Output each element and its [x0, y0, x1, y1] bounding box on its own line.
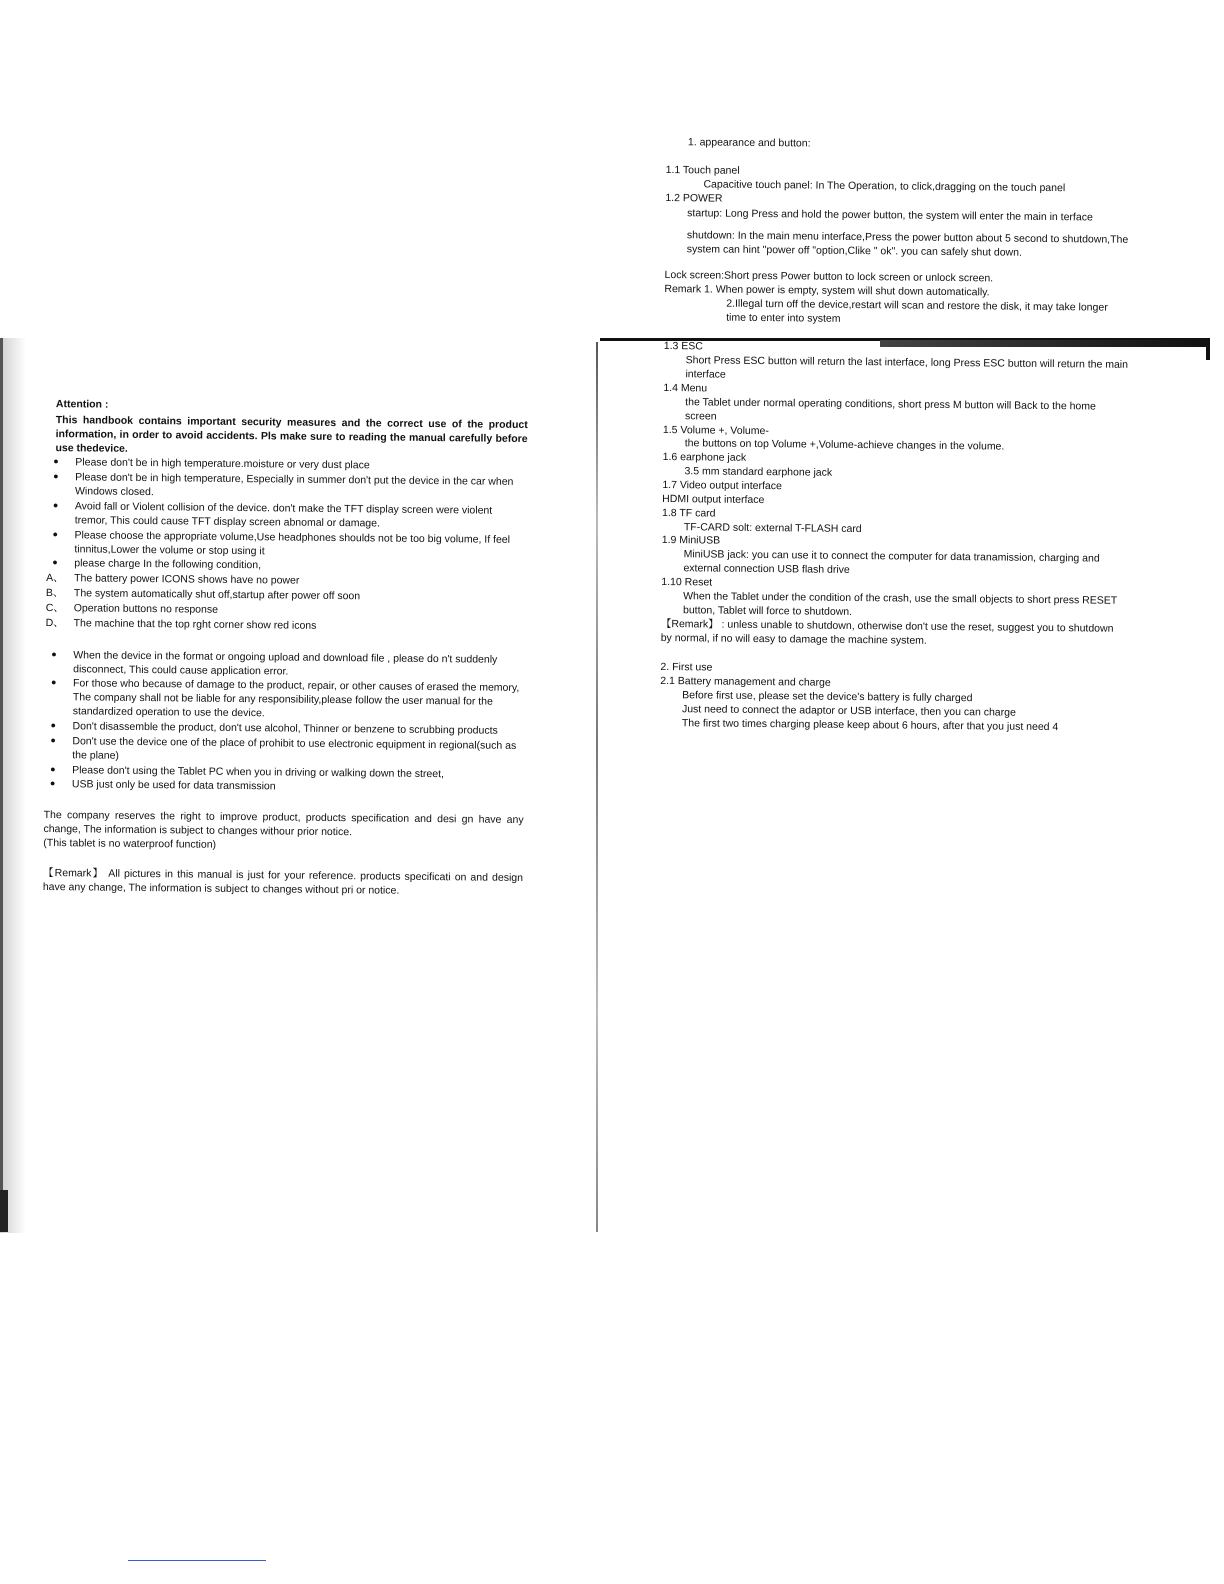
scan-left-edge-shadow [0, 338, 26, 1233]
list-item: ● Please don't using the Tablet PC when you in driving or walking down the street, [44, 764, 524, 783]
scan-right-edge-mark [1206, 346, 1210, 360]
manual-line: 1.8 TF card [661, 506, 716, 520]
list-item: D、 The machine that the top rght corner show red icons [45, 616, 317, 632]
manual-line: 3.5 mm standard earphone jack [684, 465, 833, 479]
manual-line: 1.5 Volume +, Volume- [662, 423, 769, 437]
manual-line: HDMI output interface [662, 492, 765, 506]
manual-line: 2.Illegal turn off the device,restart will scan and restore the disk, it may take longer time to enter into system [726, 297, 1108, 325]
list-item: ● Don't use the device one of the place of prohibit to use electronic equipment in regional(such as the plane) [44, 735, 524, 768]
left-page [43, 398, 528, 900]
list-item: A、 The battery power ICONS shows have no power [46, 572, 300, 587]
attention-heading: Attention : [55, 398, 109, 411]
manual-line: Remark 1. When power is empty, system will shut down automatically. [664, 282, 990, 299]
manual-line: 【Remark】 : unless unable to shutdown, otherwise don't use the reset, suggest you to shutdown by normal, if no will easy to damage the machine system. [660, 617, 1114, 647]
list-item: ● Please don't be in high temperature.moisture or very dust place [47, 456, 527, 475]
manual-line: 1.2 POWER [665, 191, 723, 205]
manual-line: 1.4 Menu [663, 382, 708, 395]
manual-line: 1.6 earphone jack [662, 451, 747, 465]
manual-line: Capacitive touch panel: In The Operation, to click,dragging on the touch panel [703, 178, 1066, 194]
manual-line: 2.1 Battery management and charge [660, 675, 831, 689]
manual-line: the Tablet under normal operating conditions, short press M button will Back to the home screen [685, 396, 1096, 423]
list-item: ● When the device in the format or ongoing upload and download file , please do n't suddenly disconnect, This could cause application error. [45, 649, 525, 682]
scan-left-edge-dark-mark [0, 1190, 8, 1232]
page-fold-line [596, 342, 598, 1232]
reserve-note: The company reserves the right to improve product, products specification and desi gn have any change, The information is subject to changes withour prior notice. [43, 809, 524, 839]
manual-line: Lock screen:Short press Power button to lock screen or unlock screen. [664, 269, 994, 285]
manual-line: 1.3 ESC [663, 340, 703, 353]
list-item: ● Avoid fall or Violent collision of the device. don't make the TFT display screen were violent tremor, This could cause TFT display screen abnomal or damage. [47, 500, 527, 533]
list-item: ● USB just only be used for data transmission [44, 778, 524, 797]
manual-line: 2. First use [660, 661, 713, 674]
manual-line: TF-CARD solt: external T-FLASH card [683, 520, 862, 535]
manual-line: Short Press ESC button will return the last interface, long Press ESC button will return the main interface [685, 354, 1129, 381]
list-item: ● please charge In the following condition, [46, 557, 526, 576]
remark-note: 【Remark】 All pictures in this manual is just for your reference. products specificati on and design have any change, The information is subject to changes without pri or notice. [42, 866, 524, 897]
safety-bullets-b [44, 649, 525, 798]
manual-line: Just need to connect the adaptor or USB interface, then you can charge [681, 703, 1016, 719]
manual-line: Before first use, please set the device's battery is fully charged [682, 689, 973, 705]
list-item: B、 The system automatically shut off,startup after power off soon [45, 587, 361, 603]
manual-line: 1. appearance and button: [687, 136, 811, 150]
scan-left-edge-line [0, 338, 3, 1198]
list-item: C、 Operation buttons no response [45, 602, 219, 616]
manual-line: MiniUSB jack: you can use it to connect the computer for data tranamission, charging and external connection USB flash drive [683, 548, 1100, 577]
manual-line: the buttons on top Volume +,Volume-achieve changes in the volume. [684, 437, 1005, 454]
manual-line: startup: Long Press and hold the power button, the system will enter the main in terface [687, 207, 1093, 224]
manual-line: The first two times charging please keep about 6 hours, after that you just need 4 [681, 716, 1059, 733]
list-item: ● For those who because of damage to the product, repair, or other causes of erased the memory, The company shall not be liable for any responsibility,please follow the user manual for the standardized operation to use the device. [45, 677, 525, 724]
manual-line: 1.7 Video output interface [662, 479, 782, 493]
manual-line: When the Tablet under the condition of the crash, use the small objects to short press RESET button, Tablet will force to shutdown. [682, 590, 1118, 618]
waterproof-note: (This tablet is no waterproof function) [43, 837, 217, 851]
manual-line: 1.10 Reset [661, 576, 713, 589]
manual-line: 1.1 Touch panel [665, 163, 740, 177]
intro-paragraph: This handbook contains important security measures and the correct use of the product information, in order to avoid accidents. Pls make sure to reading the manual carefully before use thedevice. [55, 413, 528, 455]
list-item: ● Please choose the appropriate volume,Use headphones shoulds not be too big volume, If feel tinnitus,Lower the volume or stop using it [46, 529, 526, 562]
list-item: ● Please don't be in high temperature, Especially in summer don't put the device in the car when Windows closed. [47, 471, 527, 504]
list-item: ● Don't disassemble the product, don't use alcohol, Thinner or benzene to scrubbing products [44, 720, 524, 739]
manual-line: 1.9 MiniUSB [661, 534, 721, 548]
safety-bullets-a [46, 456, 527, 576]
manual-line: shutdown: In the main menu interface,Press the power button about 5 second to shutdown,The system can hint "power off "option,Clike " ok". you can safely shut down. [686, 229, 1129, 259]
right-page [660, 136, 1132, 736]
charge-conditions [46, 572, 527, 635]
footer-link-underline [128, 1560, 266, 1561]
